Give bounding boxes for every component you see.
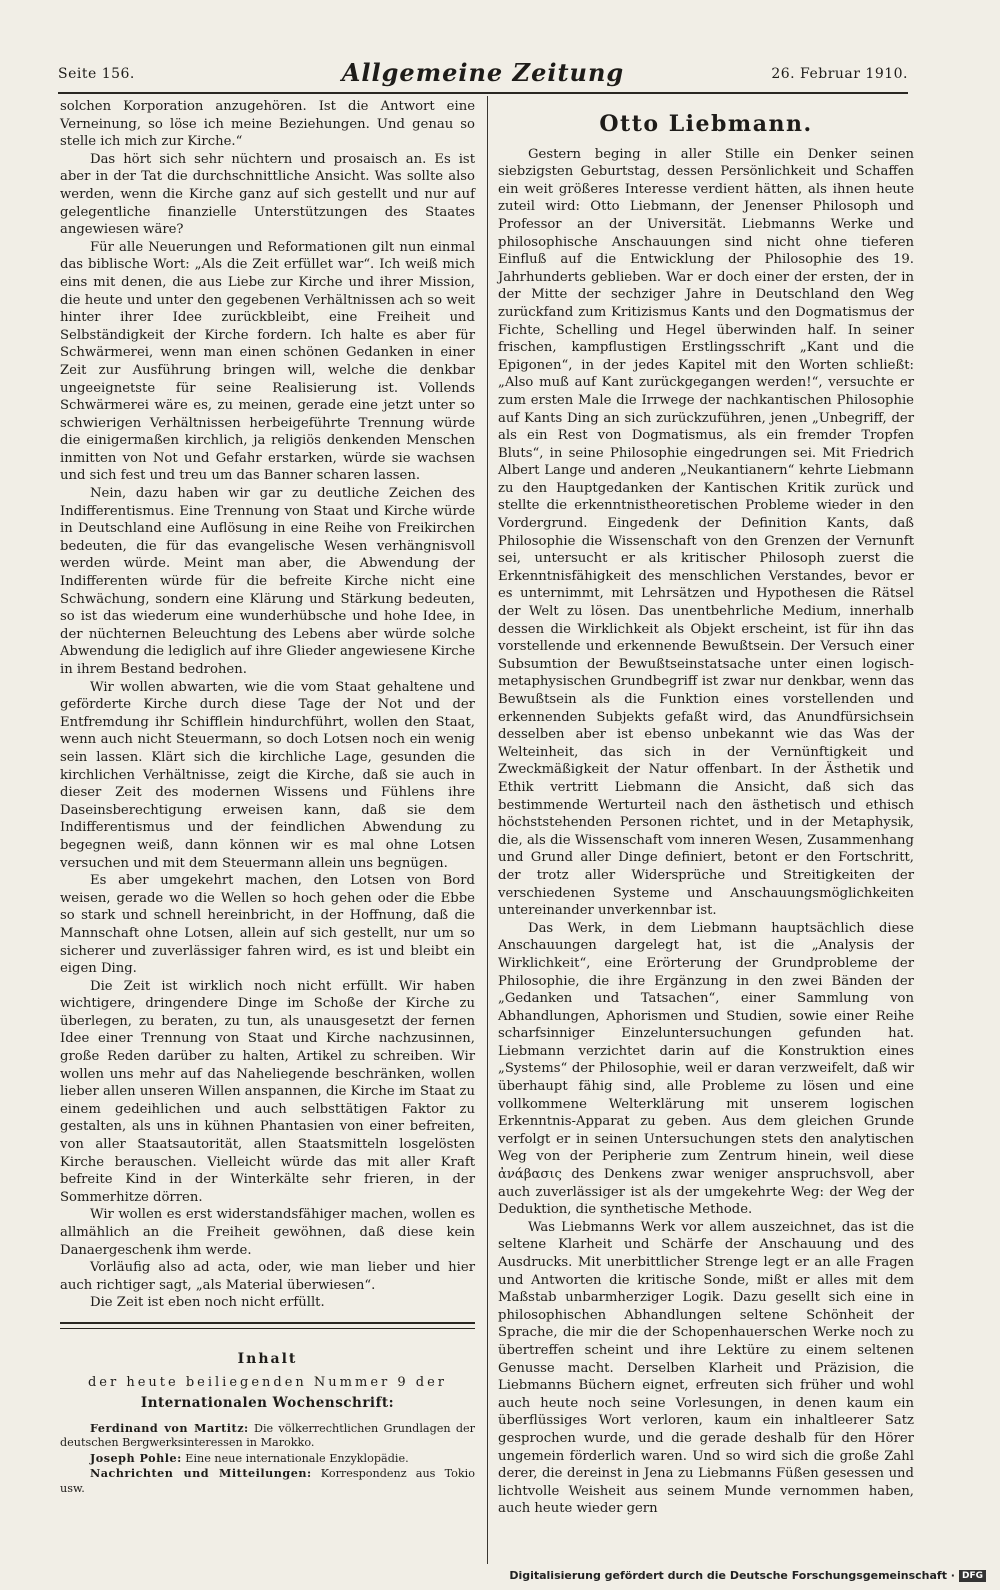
paragraph: Gestern beging in aller Stille ein Denker seinen siebzigsten Geburtstag, dessen Persönlichkeit und Schaffen ein weit größeres Interesse verdient hätten, als ihnen heute zuteil wird: Otto Liebmann, der Jenenser Philosoph und Professor an der Universität. Liebmanns Werke und philosophische Anschauungen sind nicht ohne tieferen Einfluß auf die Entwicklung der Philosophie des 19. Jahrhunderts geblieben. War er doch einer der ersten, der in der Mitte der sechziger Jahre in Deutschland den Weg zurückfand zum Kritizismus Kants und den Dogmatismus der Fichte, Schelling und Hegel überwinden half. In seiner frischen, kampflustigen Erstlingsschrift „Kant und die Epigonen“, in der jedes Kapitel mit den Worten schließt: „Also muß auf Kant zurückgegangen werden!“, versuchte er zum ersten Male die Irrwege der nachkantischen Philosophie auf Kants Ding an sich zurückzuführen, jenen „Unbegriff, der als ein Rest von Dogmatismus, als ein fremder Tropfen Bluts“, in seine Philosophie eingedrungen sei. Mit Friedrich Albert Lange und anderen „Neukantianern“ kehrte Liebmann zu den Hauptgedanken der Kantischen Kritik zurück und stellte die erkenntnistheoretischen Probleme wieder in den Vordergrund. Eingedenk der Definition Kants, daß Philosophie die Wissenschaft von den Grenzen der Vernunft sei, untersucht er als kritischer Philosoph zuerst die Erkenntnisfähigkeit des menschlichen Verstandes, bevor er es unternimmt, mit Lehrsätzen und Hypothesen die Rätsel der Welt zu lösen. Das unentbehrliche Medium, innerhalb dessen die Wirklichkeit als Objekt erscheint, ist für ihn das vorstellende und erkennende Bewußtsein. Der Versuch einer Subsumtion der Bewußtseinstatsache unter einen logisch-metaphysischen Grundbegriff ist zwar nur denkbar, wenn das Bewußtsein als die Funktion eines vorstellenden und erkennenden Subjekts gefaßt wird, das Anundfürsichsein desselben aber ist ebenso unbekannt wie das Was der Welteinheit, das sich in der Vernünftigkeit und Zweckmäßigkeit der Natur offenbart. In der Ästhetik und Ethik vertritt Liebmann die Ansicht, daß sich das bestimmende Werturteil nach den ästhetisch und ethisch höchststehenden Personen richtet, und in der Metaphysik, die, als die Wissenschaft vom inneren Wesen, Zusammenhang und Grund aller Dinge definiert, betont er den Fortschritt, der trotz aller Widersprüche und Streitigkeiten der verschiedenen Systeme und Anschauungsmöglichkeiten untereinander unverkennbar ist. [498,146,914,919]
contents-author: Nachrichten und Mitteilungen: [90,1466,312,1481]
masthead: Allgemeine Zeitung [341,58,625,87]
page-number: Seite 156. [58,66,135,82]
contents-title: Korrespondenz aus Tokio usw. [60,1467,475,1495]
paragraph: Nein, dazu haben wir gar zu deutliche Zeichen des Indifferentismus. Eine Trennung von Staat und Kirche würde in Deutschland eine Auflösung in eine Reihe von Freikirchen bedeuten, die für das evangelische Wesen verhängnisvoll werden würde. Meint man aber, die Abwendung der Indifferenten würde für die befreite Kirche nicht eine Schwächung, sondern eine Klärung und Stärkung bedeuten, so ist das wiederum eine wunderhübsche und hohe Idee, in der nüchternen Beleuchtung des Lebens aber würde solche Abwendung die lediglich auf ihre Glieder angewiesene Kirche in ihrem Bestand bedrohen. [60,486,475,677]
contents-subtitle: der heute beiliegenden Nummer 9 der [87,1374,447,1390]
contents-title: Die völkerrechtlichen Grundlagen der deutschen Bergwerksinteressen in Marokko. [60,1421,475,1450]
paragraph: Das hört sich sehr nüchtern und prosaisch an. Es ist aber in der Tat die durchschnittliche Ansicht. Was sollte also werden, wenn die Kirche ganz auf sich gestellt und nur auf gelegentliche finanzielle Unterstützungen des Staates angewiesen wäre? [60,151,475,238]
contents-box [60,1351,475,1497]
section-rule [60,1322,475,1324]
credit-text: Digitalisierung gefördert durch die Deutsche Forschungsgemeinschaft · [509,1569,955,1582]
paragraph: Für alle Neuerungen und Reformationen gilt nun einmal das biblische Wort: „Als die Zeit erfüllet war“. Ich weiß mich eins mit denen, die aus Liebe zur Kirche und ihrer Mission, die heute und unter den gegebenen Verhältnissen ach so weit hinter ihrer Idee zurückbleibt, eine Freiheit und Selbständigkeit der Kirche fordern. Ich halte es aber für Schwärmerei, wenn man einen schönen Gedanken in einer Zeit zur Ausführung bringen will, welche die denkbar ungeeignetste für seine Realisierung ist. Vollends Schwärmerei wäre es, zu meinen, gerade eine jetzt unter so schwierigen Verhältnissen herbeigeführte Trennung würde die einigermaßen kirchlich, ja religiös denkenden Menschen inmitten von Not und Gefahr erstarken, würde sie wachsen und sich fest und treu um das Banner scharen lassen. [60,239,475,484]
paragraph: Vorläufig also ad acta, oder, wie man lieber und hier auch richtiger sagt, „als Material überwiesen“. [60,1260,475,1293]
issue-date: 26. Februar 1910. [771,66,908,82]
paragraph: Die Zeit ist eben noch nicht erfüllt. [90,1295,325,1311]
contents-item [60,1466,475,1496]
paragraph: Wir wollen abwarten, wie die vom Staat gehaltene und geförderte Kirche durch diese Tage der Not und der Entfremdung ihr Schifflein hindurchführt, wollen den Staat, wenn auch nicht Steuermann, so doch Lotsen noch ein wenig sein lassen. Klärt sich die kirchliche Lage, gesunden die kirchlichen Verhältnisse, zeigt die Kirche, daß sie auch in dieser Zeit des modernen Wissens und Fühlens ihre Daseinsberechtigung erweisen kann, daß sie dem Indifferentismus und der feindlichen Abwendung zu begegnen weiß, dann können wir es mal ohne Lotsen versuchen und mit dem Steuermann allein uns begnügen. [60,679,475,871]
contents-item [60,1421,475,1451]
contents-author: Joseph Pohle: [90,1450,182,1465]
paragraph: Wir wollen es erst widerstandsfähiger machen, wollen es allmählich an die Freiheit gewöhnen, daß diese kein Danaergeschenk ihm werde. [60,1207,475,1258]
dfg-logo: DFG [959,1570,986,1582]
header-rule [58,92,908,94]
contents-author: Ferdinand von Martitz: [90,1420,249,1435]
paragraph: solchen Korporation anzugehören. Ist die Antwort eine Verneinung, so löse ich meine Beziehungen. Und genau so stelle ich mich zur Kirche.“ [60,99,475,150]
right-column [498,98,914,1518]
contents-publication: Internationalen Wochenschrift: [140,1394,395,1411]
paragraph: Es aber umgekehrt machen, den Lotsen von Bord weisen, gerade wo die Wellen so hoch gehen oder die Ebbe so stark und schnell hereinbricht, in der Hoffnung, daß die Mannschaft ohne Lotsen, allein auf sich gestellt, nur um so sicherer und zuverlässiger fahren wird, es ist und bleibt ein eigen Ding. [60,873,475,977]
contents-heading: Inhalt [237,1350,298,1367]
page-header [58,58,908,92]
digitization-credit [509,1569,986,1582]
contents-title: Eine neue internationale Enzyklopädie. [185,1451,409,1465]
column-divider [487,96,488,1564]
paragraph: Das Werk, in dem Liebmann hauptsächlich diese Anschauungen dargelegt hat, ist die „Analysis der Wirklichkeit“, eine Erörterung der Grundprobleme der Philosophie, die ihre Ergänzung in den zwei Bänden der „Gedanken und Tatsachen“, einer Sammlung von Abhandlungen, Aphorismen und Studien, sowie einer Reihe scharfsinniger Einzeluntersuchungen gefunden hat. Liebmann verzichtet darin auf die Konstruktion eines „Systems“ der Philosophie, weil er daran verzweifelt, daß wir überhaupt fähig sind, alle Probleme zu lösen und eine vollkommene Welterklärung mit unserem logischen Erkenntnis-Apparat zu geben. Aus dem gleichen Grunde verfolgt er in seinen Untersuchungen stets den analytischen Weg von der Peripherie zum Zentrum hinein, weil diese ἀνάβασις des Denkens zwar weniger anspruchsvoll, aber auch zuverlässiger ist als der umgekehrte Weg: der Weg der Deduktion, die synthetische Methode. [498,920,914,1218]
left-column [60,98,475,1496]
article-title: Otto Liebmann. [599,111,813,137]
contents-item [60,1451,475,1467]
section-rule-thin [60,1328,475,1329]
paragraph: Die Zeit ist wirklich noch nicht erfüllt. Wir haben wichtigere, dringendere Dinge im Schoße der Kirche zu überlegen, zu beraten, zu tun, als unausgesetzt der fernen Idee einer Trennung von Staat und Kirche nachzusinnen, große Reden darüber zu halten, Artikel zu schreiben. Wir wollen uns mehr auf das Naheliegende beschränken, wollen lieber allen unseren Willen anspannen, die Kirche im Staat zu einem gedeihlichen und auch selbsttätigen Faktor zu gestalten, als uns in kühnen Phantasien von einer befreiten, von aller Staatsautorität, allen Staatsmitteln losgelösten Kirche berauschen. Vielleicht würde das mit aller Kraft befreite Kind in der Winterkälte sehr frieren, in der Sommerhitze dörren. [60,978,475,1205]
paragraph: Was Liebmanns Werk vor allem auszeichnet, das ist die seltene Klarheit und Schärfe der Anschauung und des Ausdrucks. Mit unerbittlicher Strenge legt er an alle Fragen und Antworten die kritische Sonde, mißt er alles mit dem Maßstab unbarmherziger Logik. Dazu gesellt sich eine in philosophischen Abhandlungen seltene Schönheit der Sprache, die mir die der Schopenhauerschen Werke noch zu übertreffen scheint und ihre Lektüre zu einem seltenen Genusse macht. Derselben Klarheit und Präzision, die Liebmanns Büchern eignet, erfreuten sich früher und wohl auch heute noch seine Vorlesungen, in denen kaum ein überflüssiges Wort verloren, kaum ein inhaltleerer Satz gesprochen wurde, und die gerade deshalb für den Hörer ungemein förderlich waren. Und so wird sich die große Zahl derer, die dereinst in Jena zu Liebmanns Füßen gesessen und lichtvolle Weisheit aus seinem Munde vernommen haben, auch heute wieder gern [498,1219,914,1517]
